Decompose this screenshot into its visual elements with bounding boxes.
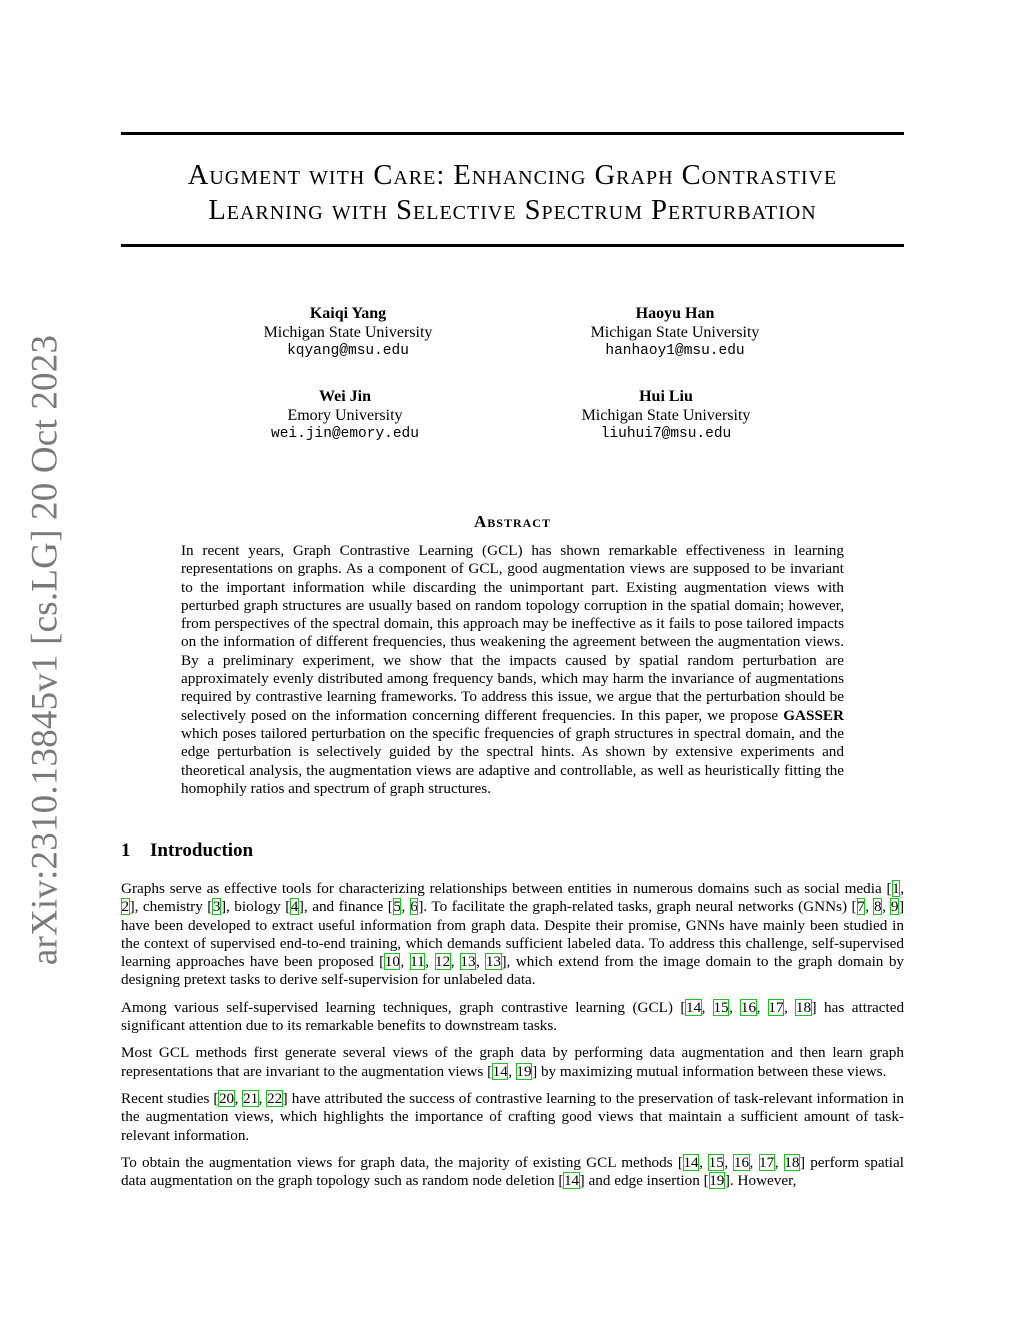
abstract-text: In recent years, Graph Contrastive Learning (GCL) has shown remarkable effectiveness in learning representations on graphs. As a component of GCL, good augmentation views are supposed to be invariant to the important information while discarding the unimportant part. Existing augmentation views with perturbed graph structures are usually based on random topology corruption in the spatial domain; however, from perspectives of the spectral domain, this approach may be ineffective as it fails to pose tailored impacts on the information of different frequencies, thus weakening the agreement between the augmentation views. By a preliminary experiment, we show that the impacts caused by spatial random perturbation are approximately evenly distributed among frequency bands, which may harm the invariance of augmentations required by contrastive learning frameworks. To address this issue, we argue that the perturbation should be selectively posed on the information concerning different frequencies. In this paper, we propose GASSER which poses tailored perturbation on the specific frequencies of graph structures in spectral domain, and the edge perturbation is selectively guided by the spectral hints. As shown by extensive experiments and theoretical analysis, the augmentation views are adaptive and controllable, as well as heuristically fitting the homophily ratios and spectrum of graph structures. xyxy=(181,542,844,797)
author-email[interactable]: hanhaoy1@msu.edu xyxy=(605,343,745,359)
citation-link[interactable]: 19 xyxy=(709,1172,725,1190)
citation-link[interactable]: 14 xyxy=(685,998,702,1016)
citation-link[interactable]: 7 xyxy=(857,898,865,916)
citation-link[interactable]: 12 xyxy=(435,953,451,971)
author-email[interactable]: wei.jin@emory.edu xyxy=(271,426,419,442)
title-line-1: Augment with Care: Enhancing Graph Contrastive xyxy=(187,160,838,191)
author-affiliation: Michigan State University xyxy=(263,323,433,341)
citation-link[interactable]: 16 xyxy=(733,1153,750,1171)
citation-link[interactable]: 19 xyxy=(516,1062,532,1080)
author-block xyxy=(245,388,445,444)
citation-link[interactable]: 14 xyxy=(492,1062,508,1080)
author-name: Kaiqi Yang xyxy=(309,305,387,322)
author-block xyxy=(575,305,775,361)
author-email[interactable]: liuhui7@msu.edu xyxy=(600,426,732,442)
citation-link[interactable]: 17 xyxy=(759,1153,775,1171)
author-block xyxy=(248,305,448,361)
citation-link[interactable]: 14 xyxy=(683,1153,699,1171)
paragraph: Graphs serve as effective tools for characterizing relationships between entities in numerous domains such as social media [1, 2], chemistry [3], biology [4], and finance [5, 6]. To facilitate the graph-related tasks, graph neural networks (GNNs) [7, 8, 9] have been developed to extract useful information from graph data. Despite their promise, GNNs have mainly been studied in the context of supervised end-to-end training, which demands sufficient labeled data. To address this challenge, self-supervised learning approaches have been proposed [10, 11, 12, 13, 13], which extend from the image domain to the graph domain by designing pretext tasks to derive self-supervision for unlabeled data. xyxy=(121,880,905,989)
citation-link[interactable]: 22 xyxy=(266,1089,283,1107)
citation-link[interactable]: 18 xyxy=(784,1153,800,1171)
author-email[interactable]: kqyang@msu.edu xyxy=(287,343,409,359)
author-affiliation: Michigan State University xyxy=(581,406,751,424)
section-number: 1 xyxy=(121,840,131,861)
abstract-heading: Abstract xyxy=(474,512,551,531)
citation-link[interactable]: 15 xyxy=(708,1153,724,1171)
citation-link[interactable]: 2 xyxy=(121,898,130,916)
author-block xyxy=(566,388,766,444)
citation-link[interactable]: 13 xyxy=(460,953,476,971)
author-name: Wei Jin xyxy=(318,388,371,405)
citation-link[interactable]: 16 xyxy=(740,998,757,1016)
author-name: Haoyu Han xyxy=(635,305,715,322)
paragraph: Recent studies [20, 21, 22] have attributed the success of contrastive learning to the preservation of task-relevant information in the augmentation views, which highlights the importance of crafting good views that maintain a sufficient amount of task-relevant information. xyxy=(121,1089,905,1144)
author-affiliation: Michigan State University xyxy=(590,323,760,341)
arxiv-side-label: arXiv:2310.13845v1 [cs.LG] 20 Oct 2023 xyxy=(24,334,66,966)
section-title: Introduction xyxy=(150,840,254,861)
citation-link[interactable]: 14 xyxy=(563,1172,580,1190)
citation-link[interactable]: 4 xyxy=(290,898,299,916)
citation-link[interactable]: 8 xyxy=(873,898,882,916)
citation-link[interactable]: 3 xyxy=(212,898,221,916)
citation-link[interactable]: 10 xyxy=(384,953,400,971)
title-bottom-rule xyxy=(121,244,904,247)
paper-title xyxy=(121,158,904,228)
citation-link[interactable]: 1 xyxy=(892,880,900,897)
citation-link[interactable]: 13 xyxy=(485,953,501,971)
introduction-body xyxy=(121,880,904,1199)
author-affiliation: Emory University xyxy=(287,406,403,424)
paragraph: Most GCL methods first generate several views of the graph data by performing data augmentation and then learn graph representations that are invariant to the augmentation views [14, 19] by maximizing mutual information between these views. xyxy=(121,1044,904,1080)
author-name: Hui Liu xyxy=(639,388,693,405)
citation-link[interactable]: 9 xyxy=(890,898,899,916)
citation-link[interactable]: 6 xyxy=(410,898,418,916)
paragraph: To obtain the augmentation views for graph data, the majority of existing GCL methods [14, 15, 16, 17, 18] perform spatial data augmentation on the graph topology such as random node deletion [14] and edge insertion [19]. However, xyxy=(121,1153,904,1190)
title-line-2: Learning with Selective Spectrum Perturbation xyxy=(208,195,817,226)
citation-link[interactable]: 5 xyxy=(393,898,401,916)
citation-link[interactable]: 17 xyxy=(768,998,784,1016)
citation-link[interactable]: 11 xyxy=(410,953,425,971)
title-top-rule xyxy=(121,132,904,135)
paragraph: Among various self-supervised learning techniques, graph contrastive learning (GCL) [14, 15, 16, 17, 18] has attracted significant attention due to its remarkable benefits to downstream tasks. xyxy=(121,998,905,1035)
citation-link[interactable]: 18 xyxy=(795,998,812,1016)
citation-link[interactable]: 21 xyxy=(242,1089,259,1107)
citation-link[interactable]: 20 xyxy=(218,1089,235,1107)
method-name: GASSER xyxy=(783,706,844,724)
section-heading xyxy=(121,840,253,862)
citation-link[interactable]: 15 xyxy=(713,998,729,1016)
